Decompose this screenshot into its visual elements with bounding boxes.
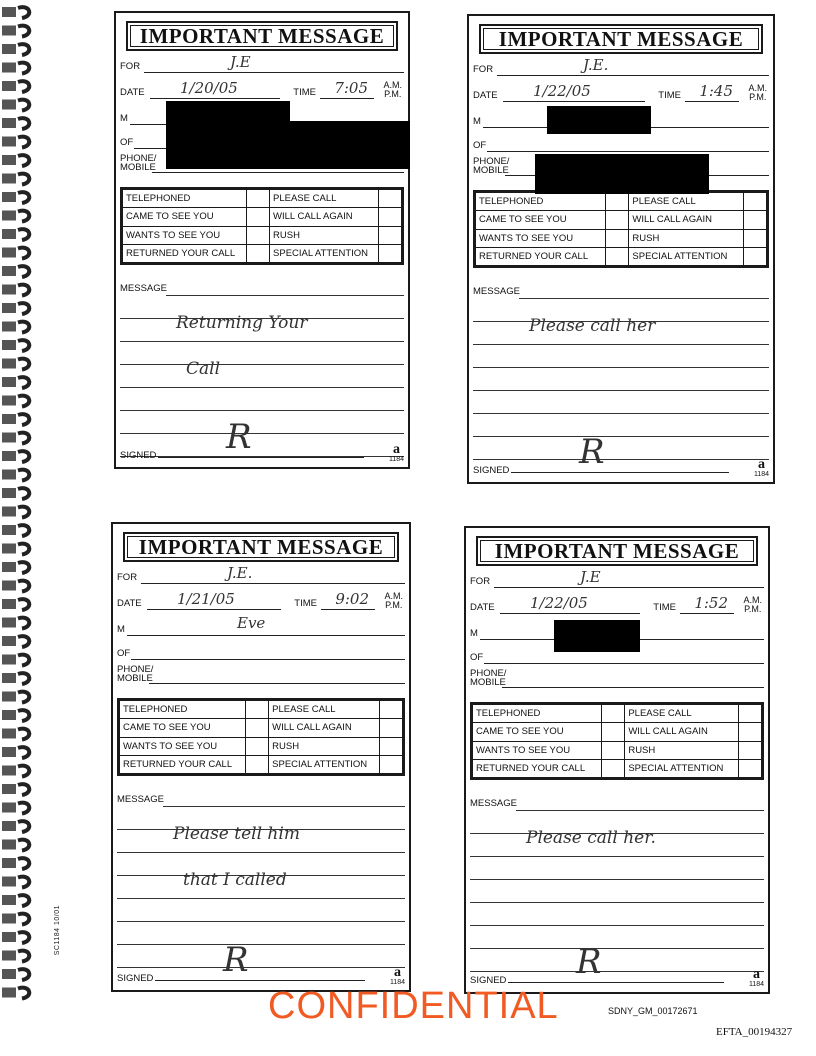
binding-hole — [2, 525, 16, 535]
memo-title: IMPORTANT MESSAGE — [126, 21, 398, 51]
spiral-coil — [18, 877, 29, 888]
spiral-coil — [18, 692, 29, 703]
check-label: SPECIAL ATTENTION — [270, 244, 379, 262]
binding-hole — [2, 544, 16, 554]
check-row — [120, 701, 403, 719]
time-value: 7:05 — [334, 79, 368, 97]
check-label: RETURNED YOUR CALL — [120, 755, 246, 773]
m-label: M — [470, 628, 478, 639]
checkbox[interactable] — [380, 719, 403, 737]
checkbox[interactable] — [744, 247, 767, 265]
checkbox[interactable] — [246, 701, 269, 719]
m-label: M — [473, 116, 481, 127]
of-field — [473, 138, 769, 152]
message-line-2: that I called — [183, 870, 287, 890]
spiral-coil — [18, 229, 29, 240]
spiral-coil — [18, 914, 29, 925]
binding-hole — [2, 766, 16, 776]
check-label: WANTS TO SEE YOU — [120, 737, 246, 755]
form-number: 1184 — [388, 456, 404, 463]
confidential-stamp: CONFIDENTIAL — [268, 985, 559, 1027]
checkbox[interactable] — [744, 229, 767, 247]
binding-hole — [2, 858, 16, 868]
phone-field — [117, 664, 405, 684]
signature: R — [226, 417, 252, 457]
spiral-coil — [18, 137, 29, 148]
checkbox[interactable] — [739, 705, 762, 723]
for-label: FOR — [473, 64, 494, 75]
check-label: CAME TO SEE YOU — [123, 208, 247, 226]
time-value: 1:45 — [699, 82, 733, 100]
checkbox[interactable] — [379, 190, 402, 208]
binding-hole — [2, 44, 16, 54]
date-value: 1/20/05 — [180, 79, 238, 97]
checkbox[interactable] — [246, 755, 269, 773]
redaction-block — [547, 106, 651, 134]
binding-hole — [2, 266, 16, 276]
memo-title: IMPORTANT MESSAGE — [123, 532, 399, 562]
redaction-block — [535, 154, 709, 194]
check-label: WILL CALL AGAIN — [269, 719, 380, 737]
binding-hole — [2, 137, 16, 147]
date-label: DATE — [470, 602, 495, 613]
message-label: MESSAGE — [470, 798, 517, 809]
spiral-coil — [18, 63, 29, 74]
efta-number: EFTA_00194327 — [716, 1026, 793, 1038]
spiral-coil — [18, 729, 29, 740]
redaction-block — [166, 121, 410, 169]
checkbox[interactable] — [380, 737, 403, 755]
binding-hole — [2, 211, 16, 221]
message-slip-4 — [464, 526, 770, 994]
spiral-coil — [18, 507, 29, 518]
signed-label: SIGNED — [117, 973, 365, 984]
phone-label: PHONE/ MOBILE — [470, 668, 507, 688]
check-row — [123, 244, 402, 262]
for-value: J.E — [230, 53, 251, 71]
signed-label: SIGNED — [473, 465, 729, 476]
spiral-coil — [18, 618, 29, 629]
spiral-coil — [18, 340, 29, 351]
binding-hole — [2, 155, 16, 165]
spiral-coil — [18, 396, 29, 407]
spiral-coil — [18, 544, 29, 555]
memo-title: IMPORTANT MESSAGE — [479, 24, 763, 54]
time-value: 1:52 — [694, 594, 728, 612]
binding-hole — [2, 951, 16, 961]
binding-hole — [2, 599, 16, 609]
am-pm-marker: A.M. P.M. — [384, 591, 403, 610]
message-line-1: Please call her. — [526, 828, 656, 848]
spiral-coil — [18, 747, 29, 758]
for-value: J.E — [580, 568, 601, 586]
checkbox[interactable] — [739, 759, 762, 777]
check-label: WANTS TO SEE YOU — [473, 741, 602, 759]
binding-hole — [2, 673, 16, 683]
signature: R — [579, 432, 605, 472]
for-label: FOR — [470, 576, 491, 587]
date-value: 1/22/05 — [533, 82, 591, 100]
of-field — [117, 646, 405, 660]
spiral-coil — [18, 414, 29, 425]
check-row — [476, 211, 767, 229]
check-table — [470, 702, 764, 780]
binding-hole — [2, 488, 16, 498]
checkbox[interactable] — [380, 701, 403, 719]
spiral-coil — [18, 821, 29, 832]
checkbox[interactable] — [606, 247, 629, 265]
binding-hole — [2, 118, 16, 128]
bates-number: SDNY_GM_00172671 — [608, 1006, 698, 1016]
spiral-coil — [18, 81, 29, 92]
redaction-block — [554, 620, 640, 652]
binding-hole — [2, 174, 16, 184]
binding-hole — [2, 784, 16, 794]
spiral-coil — [18, 599, 29, 610]
am-pm-marker: A.M. P.M. — [748, 83, 767, 102]
binding-hole — [2, 914, 16, 924]
binding-hole — [2, 803, 16, 813]
for-value: J.E. — [227, 564, 253, 582]
check-label: RETURNED YOUR CALL — [123, 244, 247, 262]
date-time-field — [473, 82, 769, 102]
form-badge — [754, 459, 769, 479]
spiral-coil — [18, 655, 29, 666]
spiral-coil — [18, 488, 29, 499]
spiral-coil — [18, 7, 29, 18]
spiral-coil — [18, 840, 29, 851]
binding-hole — [2, 7, 16, 17]
phone-field — [470, 668, 764, 688]
spiral-coil — [18, 248, 29, 259]
spiral-coil — [18, 377, 29, 388]
phone-label: PHONE/ MOBILE — [120, 153, 157, 173]
of-label: OF — [473, 140, 487, 151]
spiral-coil — [18, 303, 29, 314]
signature: R — [223, 940, 249, 980]
date-label: DATE — [120, 87, 145, 98]
signed-label: SIGNED — [470, 975, 724, 986]
check-label: WILL CALL AGAIN — [270, 208, 379, 226]
check-row — [473, 723, 762, 741]
redaction-block — [166, 101, 290, 121]
check-label: CAME TO SEE YOU — [120, 719, 246, 737]
signed-label: SIGNED — [120, 450, 364, 461]
check-label: SPECIAL ATTENTION — [625, 759, 739, 777]
checkbox[interactable] — [606, 211, 629, 229]
caller-value: Eve — [237, 614, 266, 632]
spiral-coil — [18, 895, 29, 906]
spiral-coil — [18, 988, 29, 999]
spiral-coil — [18, 932, 29, 943]
spiral-coil — [18, 26, 29, 37]
binding-hole — [2, 729, 16, 739]
binding-hole — [2, 451, 16, 461]
check-label: WANTS TO SEE YOU — [476, 229, 606, 247]
form-number: 1184 — [389, 979, 405, 986]
check-row — [473, 759, 762, 777]
spiral-coil — [18, 562, 29, 573]
spiral-coil — [18, 44, 29, 55]
of-label: OF — [470, 652, 484, 663]
spiral-coil — [18, 581, 29, 592]
form-number: 1184 — [748, 981, 764, 988]
for-field — [117, 564, 405, 584]
spiral-coil — [18, 525, 29, 536]
spiral-coil — [18, 433, 29, 444]
binding-hole — [2, 377, 16, 387]
check-label: RETURNED YOUR CALL — [476, 247, 606, 265]
for-label: FOR — [120, 61, 141, 72]
binding-hole — [2, 618, 16, 628]
binding-hole — [2, 26, 16, 36]
check-row — [120, 719, 403, 737]
binding-hole — [2, 747, 16, 757]
check-label: WANTS TO SEE YOU — [123, 226, 247, 244]
spiral-coil — [18, 451, 29, 462]
check-label: WILL CALL AGAIN — [625, 723, 739, 741]
check-label: PLEASE CALL — [629, 193, 744, 211]
check-label: RUSH — [629, 229, 744, 247]
binding-hole — [2, 840, 16, 850]
check-label: TELEPHONED — [120, 701, 246, 719]
binding-hole — [2, 340, 16, 350]
m-label: M — [120, 113, 128, 124]
of-field — [470, 650, 764, 664]
binding-hole — [2, 821, 16, 831]
binding-hole — [2, 562, 16, 572]
time-label: TIME — [294, 598, 317, 609]
message-slip-2 — [467, 14, 775, 484]
spiral-coil — [18, 951, 29, 962]
checkbox[interactable] — [247, 226, 270, 244]
checkbox[interactable] — [247, 244, 270, 262]
binding-hole — [2, 303, 16, 313]
spiral-coil — [18, 359, 29, 370]
message-line-1: Please call her — [529, 316, 656, 336]
checkbox[interactable] — [602, 741, 625, 759]
binding-hole — [2, 63, 16, 73]
check-label: PLEASE CALL — [269, 701, 380, 719]
check-row — [473, 705, 762, 723]
phone-label: PHONE/ MOBILE — [117, 664, 154, 684]
date-value: 1/22/05 — [530, 594, 588, 612]
message-label: MESSAGE — [473, 286, 520, 297]
time-label: TIME — [653, 602, 676, 613]
publisher-logo: a — [392, 442, 400, 457]
spiral-coil — [18, 470, 29, 481]
publisher-logo: a — [393, 965, 401, 980]
form-badge — [390, 967, 405, 987]
checkbox[interactable] — [739, 741, 762, 759]
check-row — [123, 190, 402, 208]
check-row — [120, 737, 403, 755]
binding-hole — [2, 877, 16, 887]
check-label: PLEASE CALL — [270, 190, 379, 208]
check-table — [117, 698, 405, 776]
checkbox[interactable] — [246, 719, 269, 737]
check-row — [123, 208, 402, 226]
spiral-coil — [18, 174, 29, 185]
spiral-binding — [0, 0, 72, 1056]
binding-hole — [2, 988, 16, 998]
time-value: 9:02 — [335, 590, 369, 608]
checkbox[interactable] — [247, 190, 270, 208]
spiral-coil — [18, 211, 29, 222]
spiral-coil — [18, 155, 29, 166]
checkbox[interactable] — [606, 229, 629, 247]
check-label: PLEASE CALL — [625, 705, 739, 723]
message-label: MESSAGE — [117, 794, 164, 805]
binding-hole — [2, 433, 16, 443]
checkbox[interactable] — [744, 193, 767, 211]
check-row — [476, 229, 767, 247]
binding-code: SC1184 10/01 — [54, 905, 61, 956]
check-table — [120, 187, 404, 265]
binding-hole — [2, 322, 16, 332]
spiral-coil — [18, 192, 29, 203]
check-label: TELEPHONED — [123, 190, 247, 208]
checkbox[interactable] — [606, 193, 629, 211]
form-number: 1184 — [753, 471, 769, 478]
spiral-coil — [18, 118, 29, 129]
binding-hole — [2, 692, 16, 702]
binding-hole — [2, 655, 16, 665]
spiral-coil — [18, 803, 29, 814]
for-field — [470, 568, 764, 588]
am-pm-marker: A.M. P.M. — [383, 80, 402, 99]
checkbox[interactable] — [602, 759, 625, 777]
check-label: CAME TO SEE YOU — [473, 723, 602, 741]
message-slip-3 — [111, 522, 411, 992]
binding-hole — [2, 932, 16, 942]
spiral-coil — [18, 710, 29, 721]
binding-hole — [2, 229, 16, 239]
spiral-coil — [18, 322, 29, 333]
for-value: J.E. — [583, 56, 609, 74]
publisher-logo: a — [752, 967, 760, 982]
binding-hole — [2, 895, 16, 905]
of-label: OF — [117, 648, 131, 659]
check-table — [473, 190, 769, 268]
memo-title: IMPORTANT MESSAGE — [476, 536, 758, 566]
checkbox[interactable] — [379, 208, 402, 226]
message-line-2: Call — [186, 359, 221, 379]
message-label: MESSAGE — [120, 283, 167, 294]
check-row — [473, 741, 762, 759]
check-row — [476, 193, 767, 211]
form-badge — [389, 444, 404, 464]
checkbox[interactable] — [247, 208, 270, 226]
for-field — [473, 56, 769, 76]
check-label: WILL CALL AGAIN — [629, 211, 744, 229]
check-label: CAME TO SEE YOU — [476, 211, 606, 229]
signature: R — [576, 942, 602, 982]
check-row — [123, 226, 402, 244]
check-label: SPECIAL ATTENTION — [269, 755, 380, 773]
check-label: TELEPHONED — [476, 193, 606, 211]
check-label: RUSH — [269, 737, 380, 755]
binding-hole — [2, 81, 16, 91]
binding-hole — [2, 507, 16, 517]
binding-hole — [2, 285, 16, 295]
time-label: TIME — [293, 87, 316, 98]
message-line-1: Returning Your — [176, 313, 308, 333]
checkbox[interactable] — [380, 755, 403, 773]
date-label: DATE — [473, 90, 498, 101]
checkbox[interactable] — [602, 705, 625, 723]
date-value: 1/21/05 — [177, 590, 235, 608]
spiral-coil — [18, 100, 29, 111]
caller-field — [117, 614, 405, 636]
binding-hole — [2, 359, 16, 369]
binding-hole — [2, 710, 16, 720]
spiral-coil — [18, 858, 29, 869]
date-label: DATE — [117, 598, 142, 609]
spiral-coil — [18, 285, 29, 296]
check-label: RUSH — [625, 741, 739, 759]
binding-hole — [2, 414, 16, 424]
check-label: RETURNED YOUR CALL — [473, 759, 602, 777]
publisher-logo: a — [757, 457, 765, 472]
binding-hole — [2, 581, 16, 591]
time-label: TIME — [658, 90, 681, 101]
for-field — [120, 53, 404, 73]
checkbox[interactable] — [744, 211, 767, 229]
check-row — [476, 247, 767, 265]
checkbox[interactable] — [246, 737, 269, 755]
spiral-coil — [18, 969, 29, 980]
checkbox[interactable] — [739, 723, 762, 741]
checkbox[interactable] — [379, 226, 402, 244]
check-label: TELEPHONED — [473, 705, 602, 723]
message-line-1: Please tell him — [173, 824, 300, 844]
binding-hole — [2, 969, 16, 979]
for-label: FOR — [117, 572, 138, 583]
binding-hole — [2, 248, 16, 258]
check-label: RUSH — [270, 226, 379, 244]
checkbox[interactable] — [602, 723, 625, 741]
m-label: M — [117, 624, 125, 635]
date-time-field — [470, 594, 764, 614]
check-row — [120, 755, 403, 773]
date-time-field — [120, 79, 404, 99]
check-label: SPECIAL ATTENTION — [629, 247, 744, 265]
binding-hole — [2, 636, 16, 646]
message-slip-1 — [114, 11, 410, 469]
of-label: OF — [120, 137, 134, 148]
phone-label: PHONE/ MOBILE — [473, 156, 510, 176]
spiral-coil — [18, 784, 29, 795]
spiral-coil — [18, 636, 29, 647]
date-time-field — [117, 590, 405, 610]
spiral-coil — [18, 766, 29, 777]
am-pm-marker: A.M. P.M. — [743, 595, 762, 614]
spiral-coil — [18, 673, 29, 684]
binding-hole — [2, 396, 16, 406]
form-badge — [749, 969, 764, 989]
binding-hole — [2, 470, 16, 480]
binding-hole — [2, 100, 16, 110]
checkbox[interactable] — [379, 244, 402, 262]
binding-hole — [2, 192, 16, 202]
spiral-coil — [18, 266, 29, 277]
